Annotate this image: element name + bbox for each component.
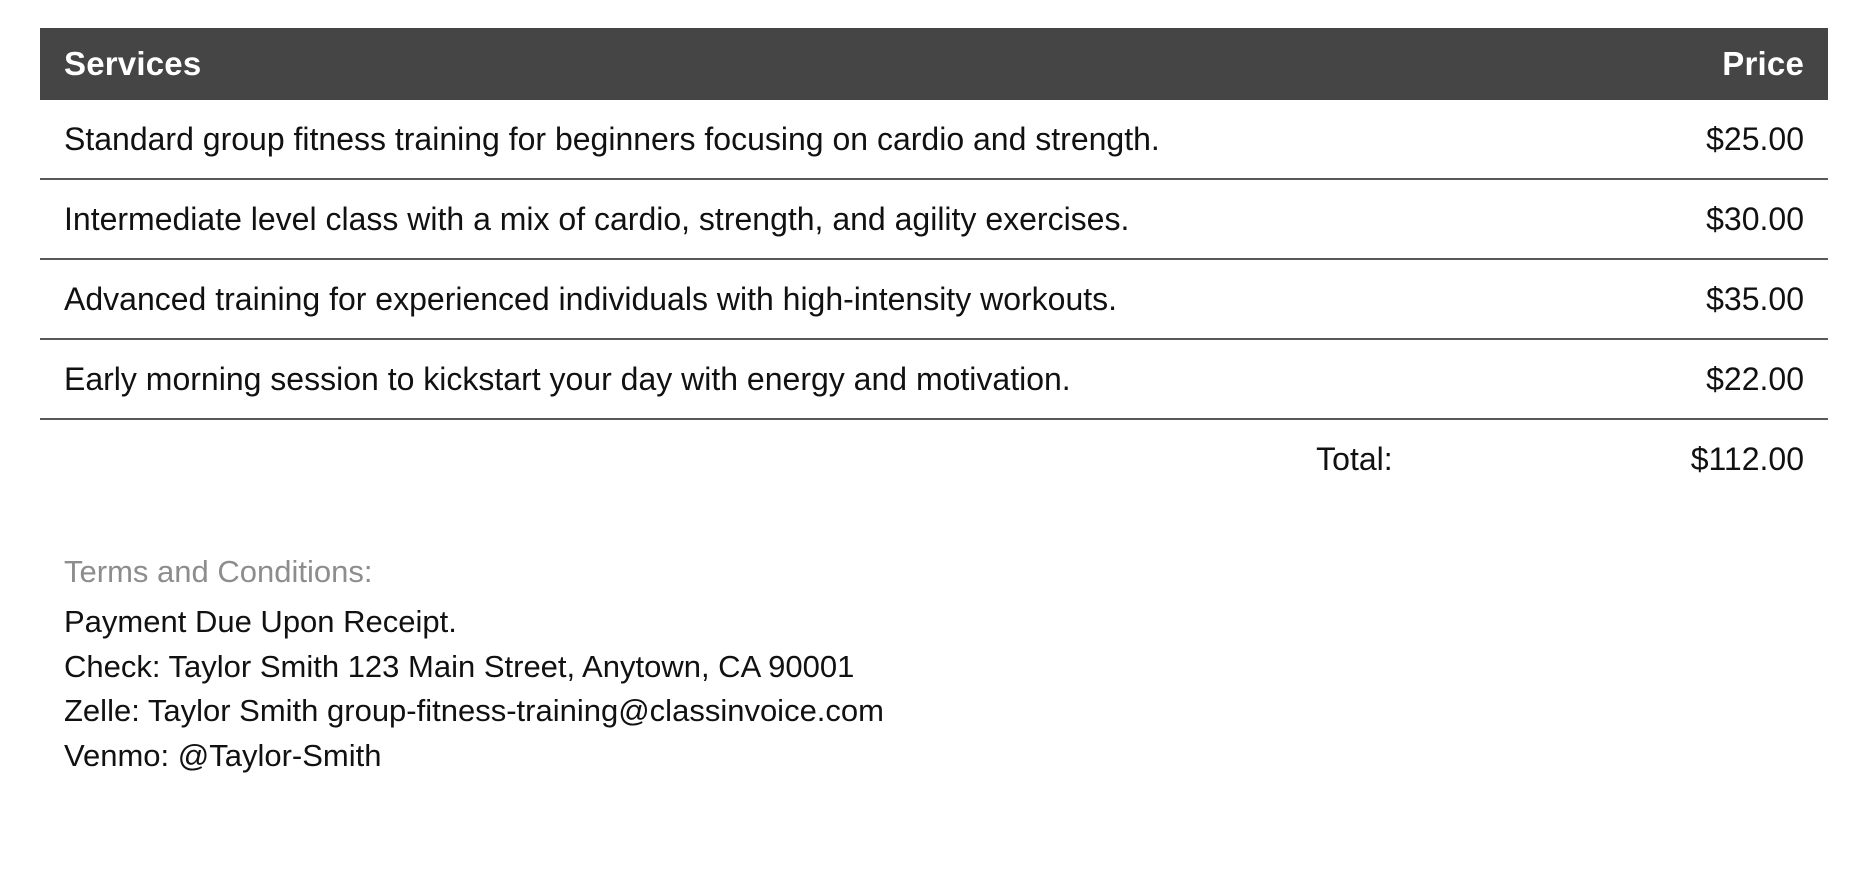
table-header-row — [40, 28, 1828, 100]
table-row — [40, 179, 1828, 259]
terms-line-check: Check: Taylor Smith 123 Main Street, Anytown, CA 90001 — [64, 648, 855, 684]
terms-line-zelle: Zelle: Taylor Smith group-fitness-training@classinvoice.com — [64, 693, 884, 729]
column-header-services: Services — [64, 45, 202, 82]
total-value: $112.00 — [1690, 441, 1804, 477]
terms-line-payment: Payment Due Upon Receipt. — [64, 604, 457, 639]
table-row — [40, 339, 1828, 419]
services-price-table — [40, 28, 1828, 498]
table-row — [40, 100, 1828, 179]
service-price: $30.00 — [1435, 179, 1828, 259]
service-description: Early morning session to kickstart your day with energy and motivation. — [40, 339, 1435, 419]
table-header — [40, 28, 1828, 100]
terms-line-venmo: Venmo: @Taylor-Smith — [64, 737, 382, 773]
table-row — [40, 259, 1828, 339]
column-header-price: Price — [1722, 45, 1804, 82]
service-price: $25.00 — [1435, 100, 1828, 179]
service-description: Standard group fitness training for beginners focusing on cardio and strength. — [40, 100, 1435, 179]
service-price: $35.00 — [1435, 259, 1828, 339]
total-label: Total: — [1316, 441, 1393, 477]
table-body — [40, 100, 1828, 498]
service-description: Intermediate level class with a mix of cardio, strength, and agility exercises. — [40, 179, 1435, 259]
service-price: $22.00 — [1435, 339, 1828, 419]
terms-heading: Terms and Conditions: — [64, 554, 373, 589]
terms-and-conditions-section — [40, 554, 1828, 779]
total-row — [40, 419, 1828, 498]
service-description: Advanced training for experienced individuals with high-intensity workouts. — [40, 259, 1435, 339]
